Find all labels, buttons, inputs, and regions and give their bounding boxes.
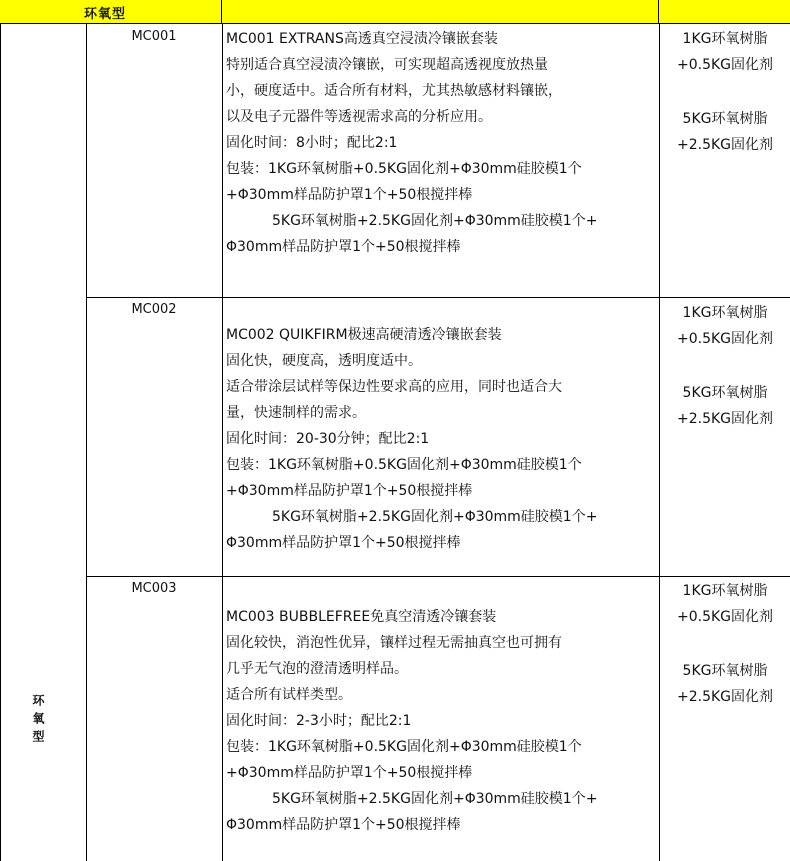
product-code: MC001 [131, 29, 177, 44]
package-spec [660, 26, 790, 158]
product-description [226, 604, 656, 838]
grid-line [222, 24, 223, 861]
desc-line: MC002 QUIKFIRM极速高硬清透冷镶嵌套装 [226, 327, 502, 343]
desc-line: MC003 BUBBLEFREE免真空清透冷镶套装 [226, 609, 497, 625]
desc-line: 几乎无气泡的澄清透明样品。 [226, 661, 408, 677]
desc-line: 固化快，硬度高，透明度适中。 [226, 353, 422, 369]
product-description [226, 322, 656, 556]
grid-line [86, 24, 87, 861]
package-line: +2.5KG固化剂 [676, 411, 774, 427]
desc-line: 以及电子元器件等透视需求高的分析应用。 [226, 109, 492, 125]
desc-line: 适合带涂层试样等保边性要求高的应用，同时也适合大 [226, 379, 562, 395]
desc-line: 包装：1KG环氧树脂+0.5KG固化剂+Φ30mm硅胶模1个 [226, 739, 582, 755]
category-side-label: 环氧型 [31, 694, 45, 748]
desc-line: 小，硬度适中。适合所有材料，尤其热敏感材料镶嵌， [226, 83, 562, 99]
desc-line: 量，快速制样的需求。 [226, 405, 366, 421]
desc-line: MC001 EXTRANS高透真空浸渍冷镶嵌套装 [226, 31, 498, 47]
package-line: 5KG环氧树脂 [682, 111, 768, 127]
desc-line: 固化时间：20-30分钟；配比2:1 [226, 431, 430, 447]
package-line: +0.5KG固化剂 [676, 609, 774, 625]
package-line: 5KG环氧树脂 [682, 385, 768, 401]
desc-line: 固化时间：8小时；配比2:1 [226, 135, 398, 151]
package-line: 1KG环氧树脂 [682, 31, 768, 47]
package-line: +0.5KG固化剂 [676, 57, 774, 73]
header-cell-description [222, 0, 659, 24]
package-line: +2.5KG固化剂 [676, 689, 774, 705]
desc-line: +Φ30mm样品防护罩1个+50根搅拌棒 [226, 765, 473, 781]
header-cell-package [659, 0, 790, 24]
desc-line: Φ30mm样品防护罩1个+50根搅拌棒 [226, 817, 461, 833]
desc-line: 5KG环氧树脂+2.5KG固化剂+Φ30mm硅胶模1个+ [272, 213, 598, 229]
header-category-title: 环氧型 [84, 7, 127, 22]
desc-line: +Φ30mm样品防护罩1个+50根搅拌棒 [226, 483, 473, 499]
row-divider [86, 576, 790, 577]
package-line: +2.5KG固化剂 [676, 137, 774, 153]
desc-line: 5KG环氧树脂+2.5KG固化剂+Φ30mm硅胶模1个+ [272, 509, 598, 525]
desc-line: 固化较快，消泡性优异，镶样过程无需抽真空也可拥有 [226, 635, 562, 651]
package-line: +0.5KG固化剂 [676, 331, 774, 347]
row-divider [86, 297, 790, 298]
header-cell-category [0, 0, 222, 24]
product-code: MC003 [131, 581, 177, 596]
desc-line: 适合所有试样类型。 [226, 687, 352, 703]
desc-line: 5KG环氧树脂+2.5KG固化剂+Φ30mm硅胶模1个+ [272, 791, 598, 807]
desc-line: 特别适合真空浸渍冷镶嵌，可实现超高透视度放热量 [226, 57, 548, 73]
desc-line: 固化时间：2-3小时；配比2:1 [226, 713, 412, 729]
desc-line: Φ30mm样品防护罩1个+50根搅拌棒 [226, 535, 461, 551]
product-description [226, 26, 656, 260]
package-line: 1KG环氧树脂 [682, 583, 768, 599]
desc-line: 包装：1KG环氧树脂+0.5KG固化剂+Φ30mm硅胶模1个 [226, 457, 582, 473]
product-code: MC002 [131, 302, 177, 317]
package-line: 5KG环氧树脂 [682, 663, 768, 679]
package-spec [660, 300, 790, 432]
desc-line: Φ30mm样品防护罩1个+50根搅拌棒 [226, 239, 461, 255]
package-line: 1KG环氧树脂 [682, 305, 768, 321]
desc-line: 包装：1KG环氧树脂+0.5KG固化剂+Φ30mm硅胶模1个 [226, 161, 582, 177]
desc-line: +Φ30mm样品防护罩1个+50根搅拌棒 [226, 187, 473, 203]
package-spec [660, 578, 790, 710]
grid-line [0, 24, 1, 861]
